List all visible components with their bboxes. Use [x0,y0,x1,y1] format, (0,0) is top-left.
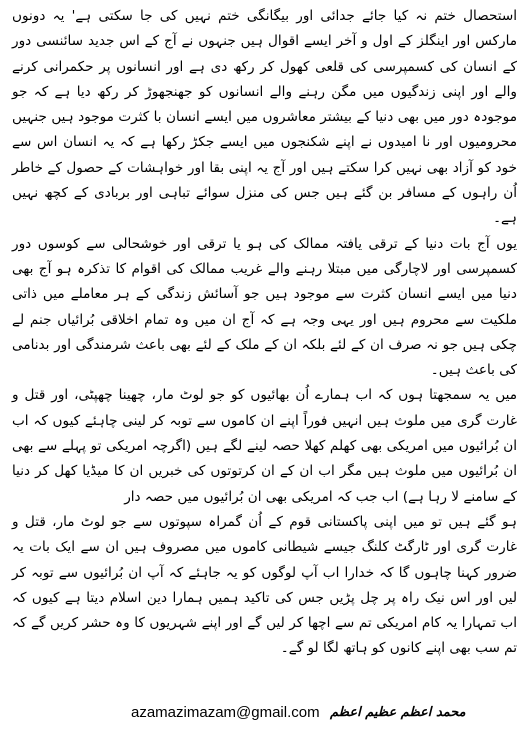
signature-row [0,702,529,732]
paragraph-2: یوں آج بات دنیا کے ترقی یافتہ ممالک کی ہو یا ترقی اور خوشحالی سے کوسوں دور کسمپرسی اور لاچارگی میں مبتلا رہنے والے غریب ممالک کی اقوام کا تذکرہ ہو آج بھی دنیا میں ایسے انسان کثرت سے موجود ہیں جو آسائش زندگی کے ہر معاملے میں ذاتی ملکیت سے محروم ہیں اور یہی وجہ ہے کہ آج ان میں وہ تمام اخلاقی بُرائیاں جنم لے چکی ہیں جو نہ صرف ان کے لئے بلکہ ان کے ملک کے لئے بھی باعث شرمندگی اور بدنامی کی باعث ہیں۔ [12,235,517,379]
author-email: azamazimazam@gmail.com [131,704,320,721]
paragraph-3: میں یہ سمجھتا ہوں کہ اب ہمارے اُن بھائیوں کو جو لوٹ مار، چھینا چھپٹی، اور قتل و غارت گری میں ملوث ہیں انہیں فوراً اپنے ان کاموں سے توبہ کر لینی چاہئے کیوں کہ اب ان بُرائیوں میں امریکی بھی کھلم کھلا حصہ لینے لگے ہیں (اگرچہ امریکی تو پہلے سے بھی ان بُرائیوں میں ملوث ہیں مگر اب ان کے ان کرتوتوں کی خبریں ان کا میڈیا کھل کر دنیا کے سامنے لا رہا ہے) اب جب کہ امریکی بھی ان بُرائیوں میں حصہ دار [12,387,517,505]
article-body [12,4,517,662]
paragraph-4: ہو گئے ہیں تو میں اپنی پاکستانی قوم کے اُن گمراہ سپوتوں سے جو لوٹ مار، قتل و غارت گری اور ٹارگٹ کلنگ جیسے شیطانی کاموں میں مصروف ہیں ان سے ایک بات یہ ضرور کہنا چاہوں گا کہ خدارا اب آپ لوگوں کو یہ جاہئے کہ آپ ان بُرائیوں سے توبہ کر لیں اور اس نیک راہ پر چل پڑیں جس کی تاکید ہمیں ہمارا دین اسلام دیتا ہے کیوں کہ اب تمہارا یہ کام امریکی تم سے اچھا کر لیں گے اور اپنے شہریوں کا وہ حشر کریں گے کہ تم سب بھی اپنے کانوں کو ہاتھ لگا لو گے۔ [12,513,517,657]
paragraph-1: استحصال ختم نہ کیا جائے جدائی اور بیگانگی ختم نہیں کی جا سکتی ہے' یہ دونوں مارکس اور اینگلز کے اول و آخر ایسے اقوال ہیں جنہوں نے آج کے اس جدید سائنسی دور کے انسان کی کسمپرسی کی قلعی کھول کر رکھ دی ہے اور انسانوں پر حکمرانی کرنے والے اور اپنی زندگیوں میں مگن رہنے والے انسانوں کو جھنجھوڑ کر رکھ دیا ہے کہ جو موجودہ دور میں بھی دنیا کے بیشتر معاشروں میں ایسے انسان با کثرت موجود ہیں جنہیں محرومیوں اور نا امیدوں نے اپنے شکنجوں میں ایسے جکڑ رکھا ہے کہ یہ انسان اس سے خود کو آزاد بھی نہیں کرا سکتے ہیں اور آج یہ اپنی بقا اور خواہشات کے حصول کے خاطر اُن راہوں کے مسافر بن گئے ہیں جس کی منزل سوائے تباہی اور بربادی کے کچھ نہیں ہے۔ [12,8,517,227]
author-name: محمد اعظم عظیم اعظم [330,705,466,720]
